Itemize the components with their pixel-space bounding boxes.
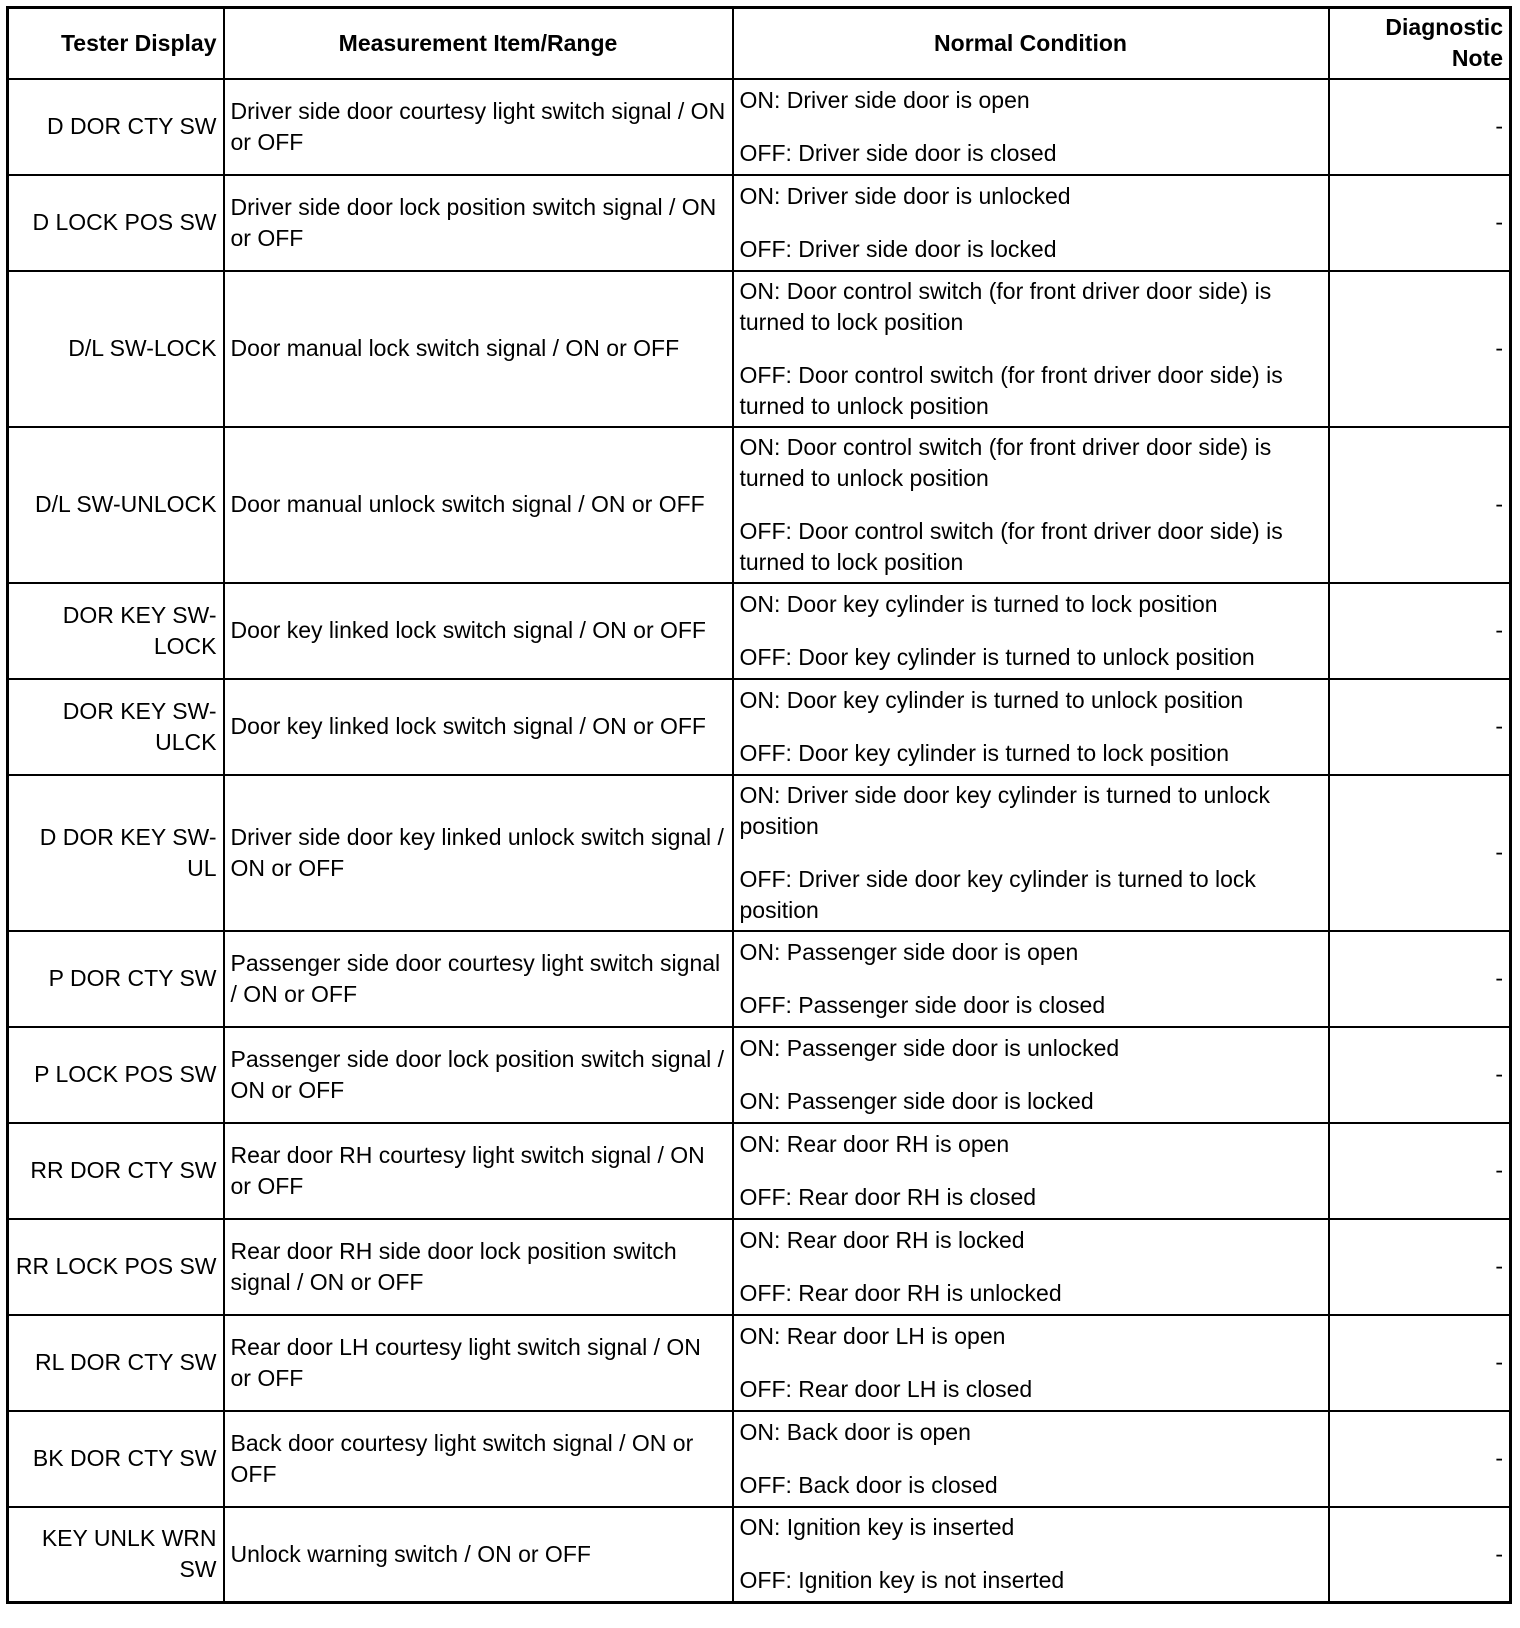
measurement-cell: Rear door LH courtesy light switch signal / ON or OFF <box>224 1315 733 1411</box>
table-row <box>8 1315 1511 1411</box>
condition-on: ON: Rear door RH is open <box>739 1130 1010 1157</box>
header-tester-display: Tester Display <box>8 8 224 79</box>
tester-display-cell: P DOR CTY SW <box>8 931 224 1027</box>
measurement-cell: Passenger side door courtesy light switch signal / ON or OFF <box>224 931 733 1027</box>
table-row <box>8 1507 1511 1603</box>
condition-off: OFF: Door control switch (for front driver door side) is turned to unlock position <box>739 361 1283 419</box>
condition-off: OFF: Door key cylinder is turned to unlock position <box>739 643 1255 670</box>
normal-condition-cell <box>733 775 1329 931</box>
normal-condition-cell <box>733 1123 1329 1219</box>
measurement-cell: Rear door RH courtesy light switch signal / ON or OFF <box>224 1123 733 1219</box>
measurement-cell: Driver side door courtesy light switch signal / ON or OFF <box>224 79 733 175</box>
header-row <box>8 8 1511 79</box>
condition-off: ON: Passenger side door is locked <box>739 1087 1094 1114</box>
diagnostic-note-cell: - <box>1329 931 1511 1027</box>
tester-display-cell: KEY UNLK WRN SW <box>8 1507 224 1603</box>
diagnostic-note-cell: - <box>1329 679 1511 775</box>
table-row <box>8 679 1511 775</box>
condition-off: OFF: Rear door RH is unlocked <box>739 1279 1062 1306</box>
measurement-cell: Door manual unlock switch signal / ON or OFF <box>224 427 733 583</box>
measurement-cell: Rear door RH side door lock position switch signal / ON or OFF <box>224 1219 733 1315</box>
header-diagnostic-note: Diagnostic Note <box>1329 8 1511 79</box>
condition-off: OFF: Ignition key is not inserted <box>739 1567 1065 1594</box>
table-row <box>8 583 1511 679</box>
measurement-cell: Door manual lock switch signal / ON or OFF <box>224 271 733 427</box>
tester-display-cell: DOR KEY SW-LOCK <box>8 583 224 679</box>
normal-condition-cell <box>733 931 1329 1027</box>
condition-on: ON: Back door is open <box>739 1418 971 1445</box>
tester-display-cell: RL DOR CTY SW <box>8 1315 224 1411</box>
diagnostic-note-cell: - <box>1329 271 1511 427</box>
header-measurement-item: Measurement Item/Range <box>224 8 733 79</box>
table-body <box>8 79 1511 1603</box>
table-row <box>8 1027 1511 1123</box>
tester-display-cell: D DOR KEY SW-UL <box>8 775 224 931</box>
diagnostic-note-cell: - <box>1329 427 1511 583</box>
tester-display-cell: RR LOCK POS SW <box>8 1219 224 1315</box>
data-list-table <box>6 6 1512 1604</box>
diagnostic-note-cell: - <box>1329 175 1511 271</box>
tester-display-cell: BK DOR CTY SW <box>8 1411 224 1507</box>
normal-condition-cell <box>733 679 1329 775</box>
tester-display-cell: DOR KEY SW-ULCK <box>8 679 224 775</box>
measurement-cell: Back door courtesy light switch signal / ON or OFF <box>224 1411 733 1507</box>
normal-condition-cell <box>733 271 1329 427</box>
measurement-cell: Driver side door key linked unlock switch signal / ON or OFF <box>224 775 733 931</box>
table-row <box>8 427 1511 583</box>
condition-off: OFF: Driver side door key cylinder is turned to lock position <box>739 865 1256 923</box>
table-row <box>8 1411 1511 1507</box>
condition-off: OFF: Driver side door is closed <box>739 139 1057 166</box>
normal-condition-cell <box>733 583 1329 679</box>
condition-on: ON: Door key cylinder is turned to lock position <box>739 590 1218 617</box>
condition-off: OFF: Driver side door is locked <box>739 235 1057 262</box>
condition-on: ON: Door control switch (for front driver door side) is turned to unlock position <box>739 433 1272 491</box>
tester-display-cell: D/L SW-LOCK <box>8 271 224 427</box>
measurement-cell: Driver side door lock position switch signal / ON or OFF <box>224 175 733 271</box>
condition-on: ON: Ignition key is inserted <box>739 1514 1015 1541</box>
table-row <box>8 271 1511 427</box>
diagnostic-note-cell: - <box>1329 1315 1511 1411</box>
condition-off: OFF: Back door is closed <box>739 1471 998 1498</box>
data-list-sheet <box>6 6 1509 1604</box>
measurement-cell: Passenger side door lock position switch signal / ON or OFF <box>224 1027 733 1123</box>
normal-condition-cell <box>733 1027 1329 1123</box>
tester-display-cell: P LOCK POS SW <box>8 1027 224 1123</box>
condition-off: OFF: Door key cylinder is turned to lock position <box>739 739 1230 766</box>
condition-off: OFF: Rear door LH is closed <box>739 1375 1033 1402</box>
table-row <box>8 931 1511 1027</box>
normal-condition-cell <box>733 1411 1329 1507</box>
table-row <box>8 1219 1511 1315</box>
measurement-cell: Unlock warning switch / ON or OFF <box>224 1507 733 1603</box>
condition-on: ON: Rear door LH is open <box>739 1322 1006 1349</box>
condition-on: ON: Door control switch (for front driver door side) is turned to lock position <box>739 277 1272 335</box>
normal-condition-cell <box>733 427 1329 583</box>
diagnostic-note-cell: - <box>1329 1027 1511 1123</box>
normal-condition-cell <box>733 1219 1329 1315</box>
table-row <box>8 775 1511 931</box>
normal-condition-cell <box>733 1507 1329 1603</box>
diagnostic-note-cell: - <box>1329 775 1511 931</box>
condition-off: OFF: Passenger side door is closed <box>739 991 1106 1018</box>
tester-display-cell: D LOCK POS SW <box>8 175 224 271</box>
measurement-cell: Door key linked lock switch signal / ON or OFF <box>224 583 733 679</box>
tester-display-cell: D DOR CTY SW <box>8 79 224 175</box>
diagnostic-note-cell: - <box>1329 79 1511 175</box>
diagnostic-note-cell: - <box>1329 583 1511 679</box>
diagnostic-note-cell: - <box>1329 1219 1511 1315</box>
condition-on: ON: Driver side door is open <box>739 86 1030 113</box>
tester-display-cell: RR DOR CTY SW <box>8 1123 224 1219</box>
condition-on: ON: Rear door RH is locked <box>739 1226 1025 1253</box>
condition-on: ON: Door key cylinder is turned to unlock position <box>739 686 1244 713</box>
diagnostic-note-cell: - <box>1329 1411 1511 1507</box>
table-header <box>8 8 1511 79</box>
condition-on: ON: Passenger side door is open <box>739 938 1079 965</box>
diagnostic-note-cell: - <box>1329 1123 1511 1219</box>
condition-off: OFF: Door control switch (for front driver door side) is turned to lock position <box>739 517 1283 575</box>
normal-condition-cell <box>733 1315 1329 1411</box>
condition-on: ON: Driver side door key cylinder is turned to unlock position <box>739 781 1270 839</box>
measurement-cell: Door key linked lock switch signal / ON or OFF <box>224 679 733 775</box>
normal-condition-cell <box>733 175 1329 271</box>
table-row <box>8 175 1511 271</box>
table-row <box>8 1123 1511 1219</box>
condition-on: ON: Driver side door is unlocked <box>739 182 1071 209</box>
header-normal-condition: Normal Condition <box>733 8 1329 79</box>
diagnostic-note-cell: - <box>1329 1507 1511 1603</box>
condition-on: ON: Passenger side door is unlocked <box>739 1034 1120 1061</box>
table-row <box>8 79 1511 175</box>
tester-display-cell: D/L SW-UNLOCK <box>8 427 224 583</box>
normal-condition-cell <box>733 79 1329 175</box>
condition-off: OFF: Rear door RH is closed <box>739 1183 1037 1210</box>
